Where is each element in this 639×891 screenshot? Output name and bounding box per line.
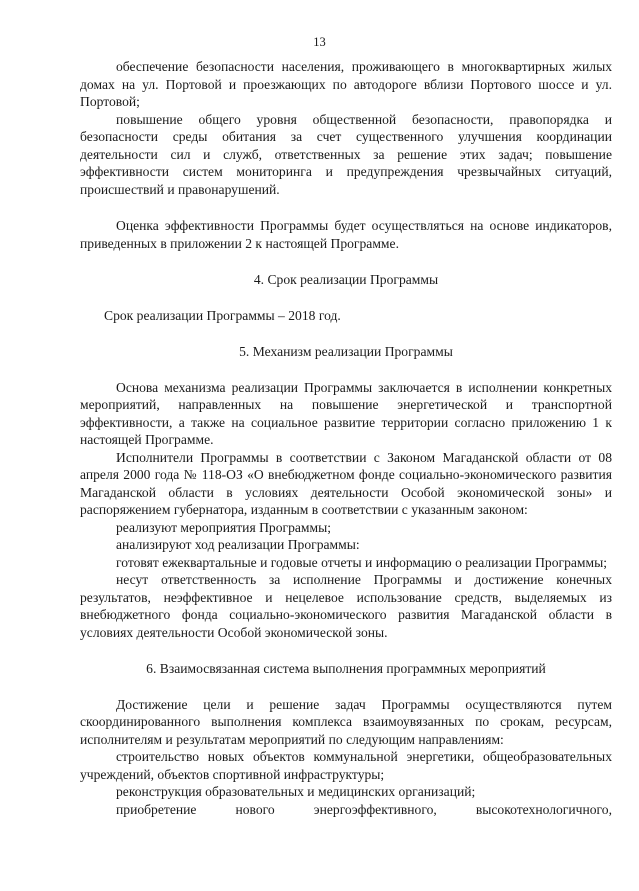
section-5-list-item-1: реализуют мероприятия Программы; (116, 519, 332, 535)
section-5-list-item-4: несут ответственность за исполнение Программы и достижение конечных результатов, неэффективное и нецелевое использование средств, выделяемых из внебюджетного фонда социально-экономического развития Магаданской области в условиях деятельности Особой экономической зоны. (80, 572, 612, 640)
section-5-list-item-2: анализируют ход реализации Программы: (116, 537, 360, 552)
document-body (80, 58, 612, 818)
section-6-list-item-2: реконструкция образовательных и медицинских организаций; (116, 784, 476, 799)
paragraph-evaluation: Оценка эффективности Программы будет осуществляться на основе индикаторов, приведенных в приложении 2 к настоящей Программе. (80, 218, 612, 251)
section-5-heading: 5. Механизм реализации Программы (239, 344, 453, 359)
section-5-paragraph-1: Основа механизма реализации Программы заключается в исполнении конкретных мероприятий, направленных на повышение энергетической и транспортной эффективности, а также на социальное развитие территории согласно приложению 1 к настоящей Программе. (80, 379, 612, 447)
paragraph-public-safety: повышение общего уровня общественной безопасности, правопорядка и безопасности среды обитания за счет существенного улучшения координации деятельности сил и служб, ответственных за решение этих задач; повышение эффективности систем мониторинга и предупреждения чрезвычайных ситуаций, происшествий и правонарушений. (80, 111, 612, 197)
section-4-text: Срок реализации Программы – 2018 год. (104, 307, 341, 323)
section-5-list-item-3: готовят ежеквартальные и годовые отчеты и информацию о реализации Программы; (116, 554, 608, 570)
section-5-paragraph-2: Исполнители Программы в соответствии с Законом Магаданской области от 08 апреля 2000 года № 118-ОЗ «О внебюджетном фонде социально-экономического развития Магаданской области в условиях деятельности Особой экономической зоны» и распоряжением губернатора, изданным в соответствии с указанным законом: (80, 449, 612, 517)
page-number: 13 (313, 35, 326, 49)
section-4-heading: 4. Срок реализации Программы (253, 272, 439, 287)
section-6-list-item-1: строительство новых объектов коммунальной энергетики, общеобразовательных учреждений, объектов спортивной инфраструктуры; (80, 749, 612, 782)
section-6-list-item-3: приобретение нового энергоэффективного, высокотехнологичного, (116, 801, 612, 817)
section-6-paragraph-1: Достижение цели и решение задач Программы осуществляются путем скоординированного выполнения комплекса взаимоувязанных по срокам, ресурсам, исполнителям и результатам мероприятий по следующим направлениям: (80, 696, 612, 747)
section-6-heading: 6. Взаимосвязанная система выполнения программных мероприятий (146, 661, 546, 676)
paragraph-safety: обеспечение безопасности населения, проживающего в многоквартирных жилых домах на ул. Портовой и проезжающих по автодороге вблизи Портового шоссе и ул. Портовой; (80, 59, 612, 109)
